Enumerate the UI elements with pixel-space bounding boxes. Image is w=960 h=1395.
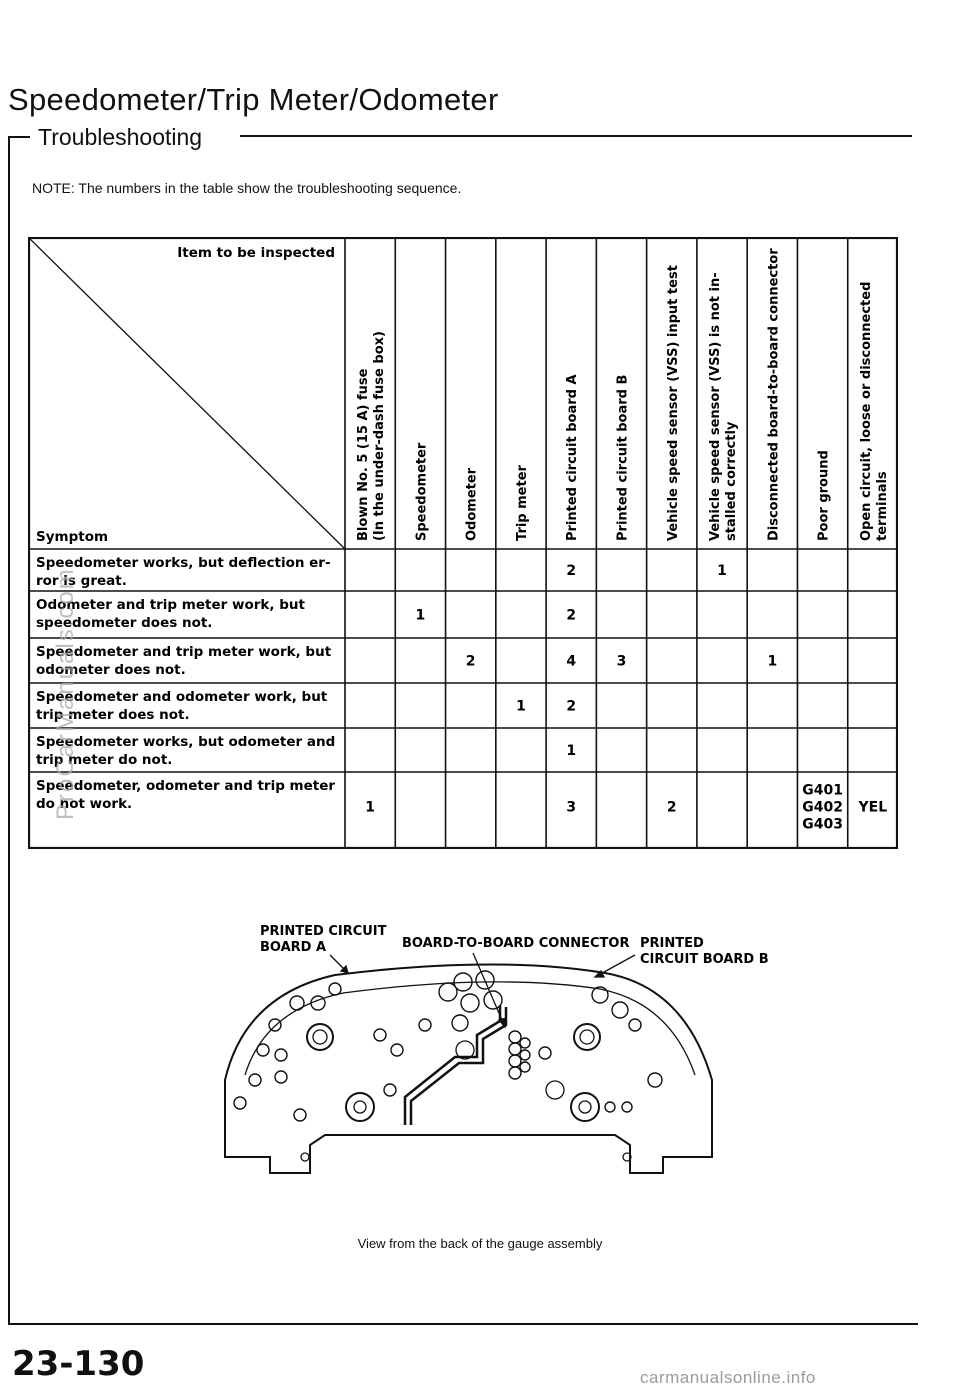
column-header-label: Speedometer <box>414 442 430 541</box>
troubleshooting-table <box>28 237 898 849</box>
pcb-b-label-line1: PRINTED <box>640 936 704 951</box>
column-header <box>565 374 580 541</box>
column-header <box>414 442 429 541</box>
column-header-label: Disconnected board-to-board connector <box>766 248 782 541</box>
symptom-text-line2: odometer does not. <box>36 662 186 678</box>
subtitle-rule <box>240 135 912 137</box>
sequence-value: G402 <box>802 799 843 816</box>
page-title: Speedometer/Trip Meter/Odometer <box>8 82 499 117</box>
left-margin-rule <box>8 136 10 1324</box>
symptom-text-line1: Speedometer works, but deflection er- <box>36 555 331 571</box>
side-watermark: ProCarManuals.com <box>52 567 79 820</box>
symptom-text-line2: ror is great. <box>36 573 127 589</box>
connector-label: BOARD-TO-BOARD CONNECTOR <box>402 936 630 951</box>
column-headers <box>356 248 890 541</box>
sequence-value: 2 <box>566 607 577 624</box>
column-header-label: Poor ground <box>816 450 832 541</box>
mounting-hole <box>574 1024 600 1050</box>
symptom-text-line1: Speedometer works, but odometer and <box>36 734 336 750</box>
symptom-label: Symptom <box>36 529 109 545</box>
page-number: 23-130 <box>12 1344 145 1384</box>
site-watermark: carmanualsonline.info <box>640 1368 816 1387</box>
symptom-row-header <box>36 555 331 589</box>
left-rule-tick <box>8 136 30 138</box>
column-header-label: stalled correctly <box>724 421 740 541</box>
diagram-caption: View from the back of the gauge assembly <box>357 1236 603 1251</box>
sequence-value: G401 <box>802 782 843 799</box>
column-header-label: Vehicle speed sensor (VSS) input test <box>665 265 681 541</box>
sequence-value: 1 <box>516 698 526 715</box>
column-header <box>708 272 739 541</box>
column-header-label: Printed circuit board A <box>565 374 581 541</box>
column-header-label: Trip meter <box>514 465 530 541</box>
column-header <box>616 375 631 541</box>
symptom-text-line1: Speedometer and odometer work, but <box>36 689 328 705</box>
pcb-b-label-line2: CIRCUIT BOARD B <box>640 952 769 967</box>
column-header-label: terminals <box>874 471 890 541</box>
column-header-label: Printed circuit board B <box>615 374 631 541</box>
symptom-row-header <box>36 778 335 812</box>
column-header-label: Blown No. 5 (15 A) fuse <box>356 368 372 541</box>
pcb-a-label-line2: BOARD A <box>260 940 327 955</box>
column-header <box>766 248 781 541</box>
sequence-value: 1 <box>767 653 778 670</box>
symptom-text-line2: do not work. <box>36 796 133 812</box>
table-cells <box>365 563 887 833</box>
column-header-label: Vehicle speed sensor (VSS) is not in- <box>708 272 724 541</box>
sequence-value: 1 <box>415 607 426 624</box>
item-to-be-inspected-label: Item to be inspected <box>177 245 335 261</box>
gauge-shaft <box>346 1093 374 1121</box>
column-header <box>817 450 832 541</box>
column-header <box>859 282 890 541</box>
sequence-value: 2 <box>465 653 476 670</box>
section-subtitle: Troubleshooting <box>38 124 203 150</box>
column-header <box>666 265 681 541</box>
mounting-hole <box>307 1024 333 1050</box>
column-header <box>465 467 480 541</box>
column-header-label: Odometer <box>464 467 480 541</box>
sequence-value: 3 <box>616 653 627 670</box>
column-header <box>515 464 530 541</box>
sequence-value: 1 <box>717 563 727 579</box>
symptom-text-line1: Odometer and trip meter work, but <box>36 597 305 613</box>
bracket-hole <box>301 1153 309 1161</box>
sequence-value: 2 <box>566 698 577 715</box>
sequence-value: 2 <box>666 799 677 816</box>
column-header-label: Open circuit, loose or disconnected <box>858 281 874 541</box>
sequence-value: 3 <box>566 799 577 816</box>
column-header <box>356 331 387 541</box>
symptom-text-line2: speedometer does not. <box>36 615 213 631</box>
symptom-row-header <box>36 734 335 768</box>
corner-diagonal <box>28 237 345 549</box>
pcb-a-label-line1: PRINTED CIRCUIT <box>260 925 387 939</box>
symptom-row-header <box>36 644 332 678</box>
sequence-value: 2 <box>566 563 577 579</box>
symptom-text-line2: trip meter does not. <box>36 707 190 723</box>
inner-board-edge <box>245 982 695 1075</box>
component-circles <box>234 971 662 1121</box>
footer-rule <box>8 1323 918 1325</box>
sequence-value: 1 <box>365 799 376 816</box>
column-header-label: (In the under-dash fuse box) <box>372 331 388 541</box>
symptom-text-line2: trip meter do not. <box>36 752 173 768</box>
sequence-value: G403 <box>802 816 843 833</box>
table-note: NOTE: The numbers in the table show the troubleshooting sequence. <box>32 180 462 196</box>
sequence-value: 4 <box>566 653 577 670</box>
gauge-shaft <box>571 1093 599 1121</box>
symptom-text-line1: Speedometer, odometer and trip meter <box>36 778 336 794</box>
gauge-assembly-diagram <box>215 925 775 1225</box>
symptom-text-line1: Speedometer and trip meter work, but <box>36 644 332 660</box>
sequence-value: 1 <box>566 743 577 759</box>
sequence-value: YEL <box>858 799 888 816</box>
board-to-board-connector-strip <box>405 1005 506 1125</box>
